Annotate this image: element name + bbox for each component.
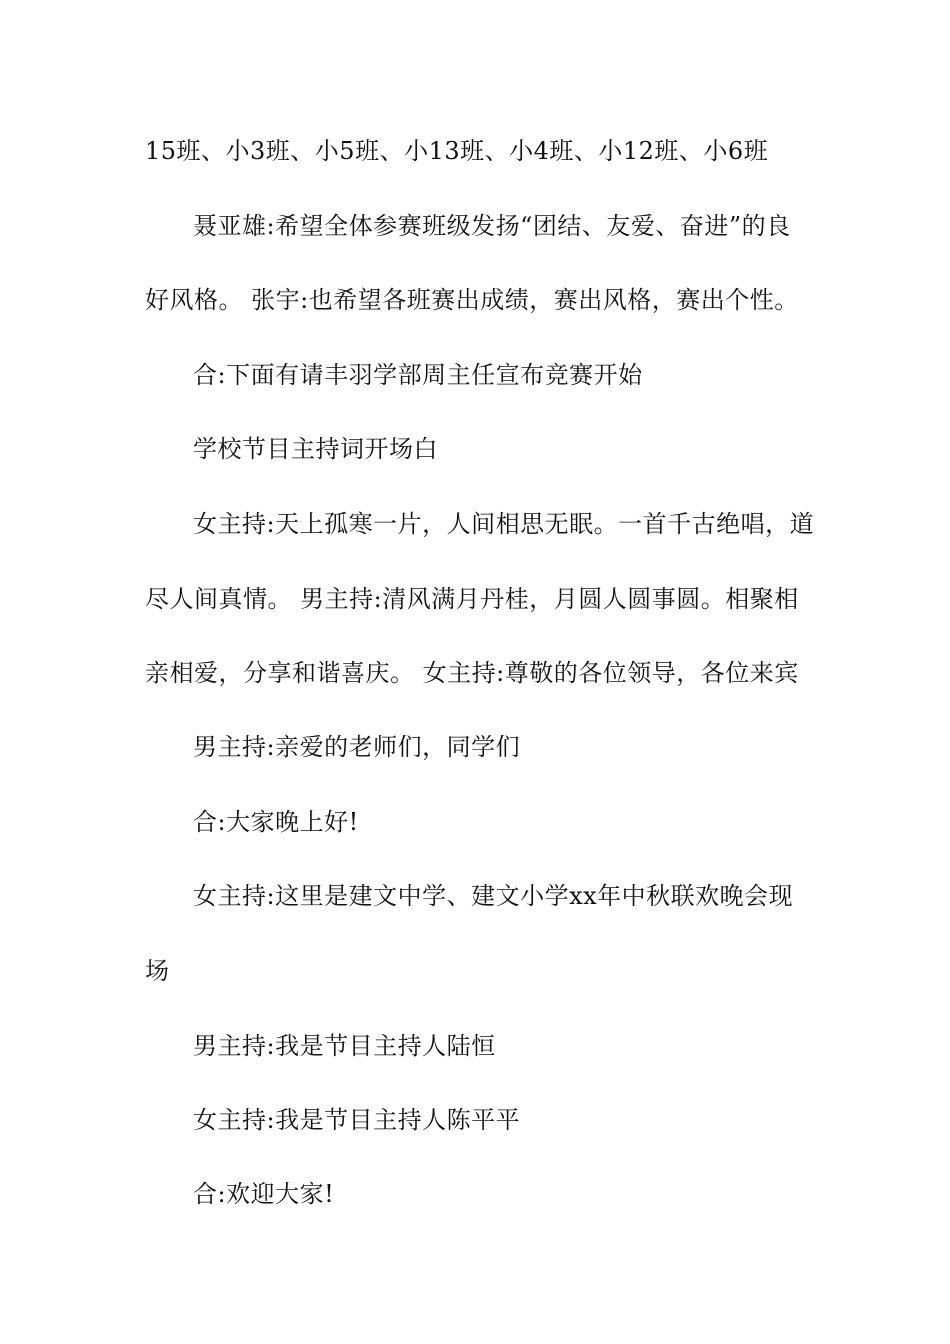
text-line-3: 好风格。 张宇:也希望各班赛出成绩，赛出风格，赛出个性。	[145, 286, 799, 314]
text-line-5: 学校节目主持词开场白	[193, 435, 438, 463]
text-line-1: 15班、小3班、小5班、小13班、小4班、小12班、小6班	[145, 137, 769, 165]
text-line-7: 尽人间真情。 男主持:清风满月丹桂，月圆人圆事圆。相聚相	[145, 585, 799, 613]
text-line-9: 男主持:亲爱的老师们，同学们	[193, 733, 521, 761]
text-line-4: 合:下面有请丰羽学部周主任宣布竞赛开始	[193, 361, 643, 389]
text-line-14: 女主持:我是节目主持人陈平平	[193, 1106, 521, 1134]
text-line-12: 场	[145, 957, 170, 985]
text-line-8: 亲相爱，分享和谐喜庆。 女主持:尊敬的各位领导，各位来宾	[145, 659, 799, 687]
text-line-15: 合:欢迎大家!	[193, 1180, 335, 1208]
text-line-10: 合:大家晚上好!	[193, 808, 359, 836]
text-line-11: 女主持:这里是建文中学、建文小学xx年中秋联欢晚会现	[193, 882, 794, 910]
text-line-13: 男主持:我是节目主持人陆恒	[193, 1032, 496, 1060]
text-line-2: 聂亚雄:希望全体参赛班级发扬“团结、友爱、奋进”的良	[193, 212, 791, 240]
text-line-6: 女主持:天上孤寒一片，人间相思无眠。一首千古绝唱，道	[193, 510, 815, 538]
